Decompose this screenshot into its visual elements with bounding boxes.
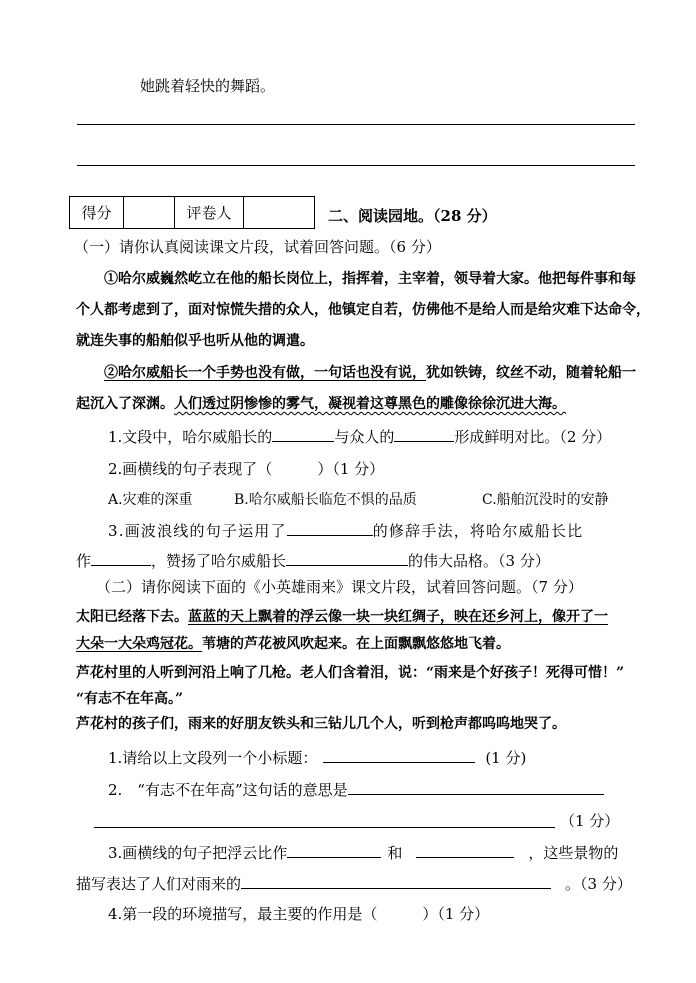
- part1-q1: 1.文段中，哈尔威船长的 与众人的 形成鲜明对比。（2 分）: [108, 428, 612, 446]
- score-label: 得分: [70, 197, 124, 229]
- q1-blank-1[interactable]: [272, 426, 334, 442]
- part1-para2-line1: ②哈尔威船长一个手势也没有做，一句话也没有说，犹如铁铸，纹丝不动，随着轮船一: [104, 365, 636, 381]
- part2-p1-line2: 大朵一大朵鸡冠花。苇塘的芦花被风吹起来。在上面飘飘悠悠地飞着。: [76, 636, 510, 652]
- part2-q2-score: （1 分）: [560, 812, 620, 830]
- part2-p2: 芦花村里的人听到河沿上响了几枪。老人们含着泪，说：“雨来是个好孩子！死得可惜！”: [76, 665, 625, 681]
- q3-blank-3[interactable]: [286, 550, 408, 566]
- option-a: A.灾难的深重: [108, 492, 193, 508]
- part1-q3-line1: 3.画波浪线的句子运用了 的修辞手法，将哈尔威船长比: [108, 522, 584, 540]
- part2-q2: 2. “有志不在年高”这句话的意思是: [108, 779, 604, 800]
- part2-p1-line1: 太阳已经落下去。蓝蓝的天上飘着的浮云像一块一块红绸子，映在还乡河上，像开了一: [76, 609, 608, 625]
- title-blank[interactable]: [323, 747, 475, 763]
- part1-q3-line2: 作 ，赞扬了哈尔威船长 的伟大品格。（3 分）: [76, 552, 550, 570]
- section2-title: 二、阅读园地。（28 分）: [328, 207, 497, 225]
- grader-cell[interactable]: [244, 197, 315, 229]
- part2-heading: （二）请你阅读下面的《小英雄雨来》课文片段，试着回答问题。（7 分）: [96, 578, 583, 596]
- meaning-blank-2[interactable]: [94, 827, 555, 828]
- part1-para1-line3: 就连失事的船舶似乎也听从他的调遣。: [76, 333, 314, 349]
- score-table: [69, 196, 315, 229]
- answer-line-2: [77, 165, 635, 166]
- part1-q2: 2.画横线的句子表现了（ ）（1 分）: [108, 460, 385, 478]
- part1-heading: （一）请你认真阅读课文片段，试着回答问题。（6 分）: [74, 238, 441, 256]
- part2-q1: 1.请给以上文段列一个小标题： (1 分): [108, 749, 527, 767]
- grader-label: 评卷人: [175, 197, 244, 229]
- metaphor-blank-1[interactable]: [287, 842, 381, 858]
- q1-blank-2[interactable]: [394, 426, 454, 442]
- underlined-sentence: ②哈尔威船长一个手势也没有做，一句话也没有说，: [104, 365, 426, 381]
- q3-blank-2[interactable]: [91, 550, 151, 566]
- q3-blank-1[interactable]: [287, 520, 373, 536]
- part1-para1-line2: 个人都考虑到了，面对惊慌失措的众人，他镇定自若，仿佛他不是给人而是给灾难下达命令，: [76, 302, 650, 318]
- part2-q4: 4.第一段的环境描写，最主要的作用是（ ）（1 分）: [108, 905, 490, 923]
- option-b: B.哈尔威船长临危不惧的品质: [234, 492, 417, 508]
- part2-q3-line1: 3.画横线的句子把浮云比作 和 ，这些景物的: [108, 844, 619, 862]
- part2-p4: 芦花村的孩子们，雨来的好朋友铁头和三钻儿几个人，听到枪声都呜呜地哭了。: [76, 716, 566, 732]
- part1-para1-line1: ①哈尔威巍然屹立在他的船长岗位上，指挥着，主宰着，领导着大家。他把每件事和每: [104, 271, 636, 287]
- option-c: C.船舶沉没时的安静: [482, 492, 609, 508]
- metaphor-blank-2[interactable]: [416, 842, 514, 858]
- underlined-sentence-2: 蓝蓝的天上飘着的浮云像一块一块红绸子，映在还乡河上，像开了一: [188, 609, 608, 625]
- part2-q3-line2: 描写表达了人们对雨来的 。（3 分）: [76, 875, 632, 893]
- answer-line-1: [77, 124, 635, 125]
- score-cell[interactable]: [124, 197, 175, 229]
- top-sentence: 她跳着轻快的舞蹈。: [140, 77, 276, 95]
- part1-para2-line2: 起沉入了深渊。人们透过阴惨惨的雾气，凝视着这尊黑色的雕像徐徐沉进大海。: [76, 396, 566, 412]
- wavy-sentence: 人们透过阴惨惨的雾气，凝视着这尊黑色的雕像徐徐沉进大海。: [174, 396, 566, 412]
- feeling-blank[interactable]: [241, 873, 551, 889]
- part2-p3: “有志不在年高。”: [76, 691, 184, 707]
- meaning-blank-1[interactable]: [348, 779, 604, 795]
